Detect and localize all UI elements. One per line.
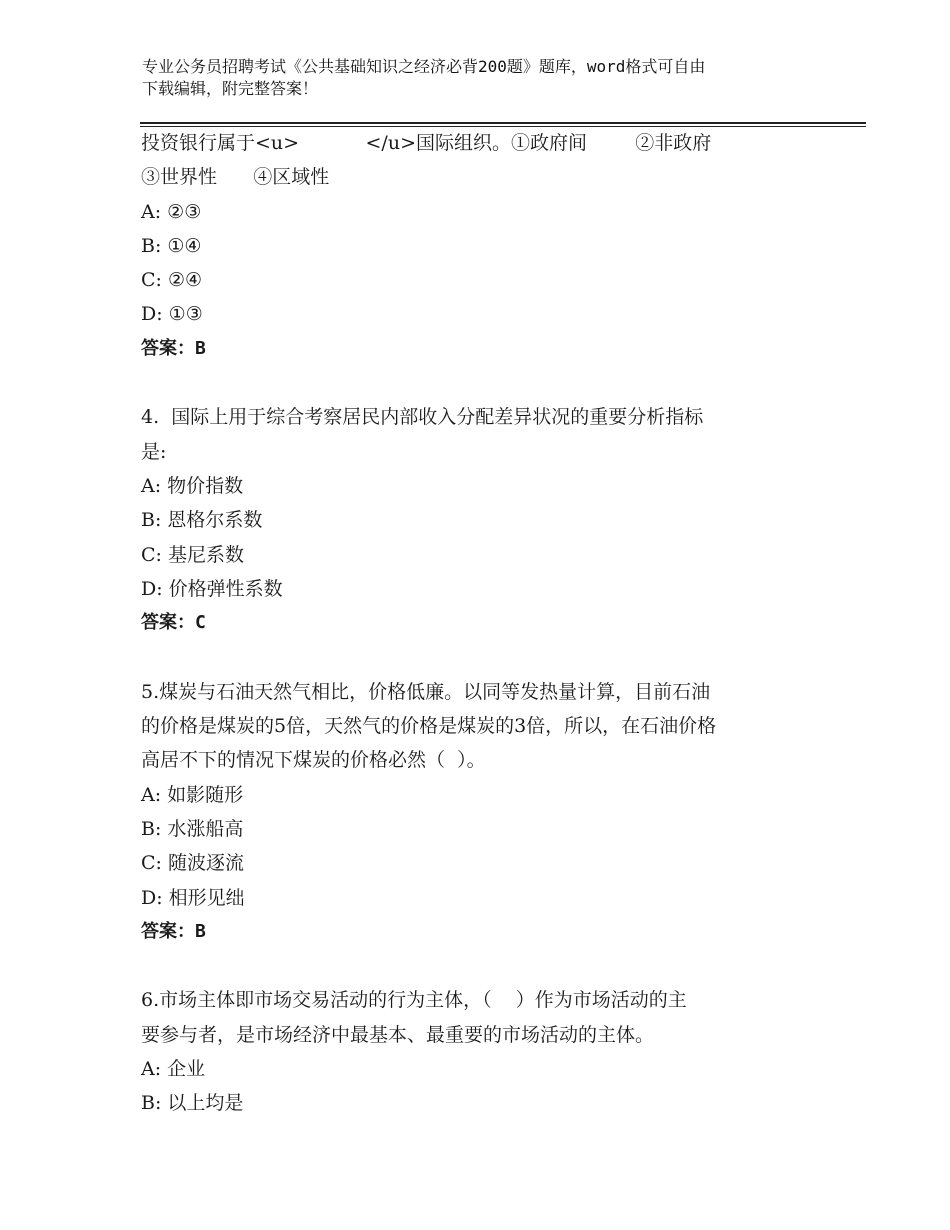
option-b: B: 水涨船高 [141, 817, 244, 840]
answer-label: 答案：B [141, 920, 206, 942]
header-rule-thick [140, 122, 866, 124]
question-stem-line: 4. 国际上用于综合考察居民内部收入分配差异状况的重要分析指标 [141, 406, 704, 429]
question-block [141, 400, 821, 640]
question-block [141, 675, 821, 949]
header-line-2: 下载编辑，附完整答案！ [142, 79, 319, 98]
question-block [141, 983, 821, 1120]
option-d: D: 相形见绌 [141, 886, 245, 909]
option-d: D: ①③ [141, 303, 203, 326]
question-stem-line: 要参与者，是市场经济中最基本、最重要的市场活动的主体。 [141, 1023, 655, 1046]
spacer [141, 366, 821, 400]
option-a: A: ②③ [141, 200, 202, 223]
question-stem-line: ③世界性 ④区域性 [141, 166, 330, 189]
option-a: A: 企业 [141, 1058, 206, 1081]
question-stem-line: 6.市场主体即市场交易活动的行为主体，（ ）作为市场活动的主 [141, 989, 687, 1012]
option-c: C: 随波逐流 [141, 852, 244, 875]
answer-label: 答案：C [141, 612, 206, 634]
question-stem-line: 5.煤炭与石油天然气相比，价格低廉。以同等发热量计算，目前石油 [141, 680, 711, 703]
question-block [141, 126, 821, 366]
answer-label: 答案：B [141, 337, 206, 359]
option-a: A: 物价指数 [141, 474, 244, 497]
question-stem-line: 的价格是煤炭的5倍，天然气的价格是煤炭的3倍，所以，在石油价格 [141, 715, 717, 738]
spacer [141, 640, 821, 674]
header-line-1: 专业公务员招聘考试《公共基础知识之经济必背200题》题库，word格式可自由 [142, 57, 706, 76]
option-b: B: 以上均是 [141, 1092, 244, 1115]
question-stem-line: 投资银行属于<u> </u>国际组织。①政府间 ②非政府 [141, 132, 712, 154]
option-a: A: 如影随形 [141, 783, 244, 806]
option-d: D: 价格弹性系数 [141, 577, 283, 600]
option-c: C: 基尼系数 [141, 543, 244, 566]
question-stem-line: 是: [141, 440, 167, 463]
option-b: B: 恩格尔系数 [141, 509, 263, 532]
document-header [142, 56, 822, 100]
question-list [141, 126, 821, 1121]
question-stem-line: 高居不下的情况下煤炭的价格必然（ ）。 [141, 749, 486, 772]
option-b: B: ①④ [141, 234, 202, 257]
option-c: C: ②④ [141, 269, 203, 292]
spacer [141, 949, 821, 983]
